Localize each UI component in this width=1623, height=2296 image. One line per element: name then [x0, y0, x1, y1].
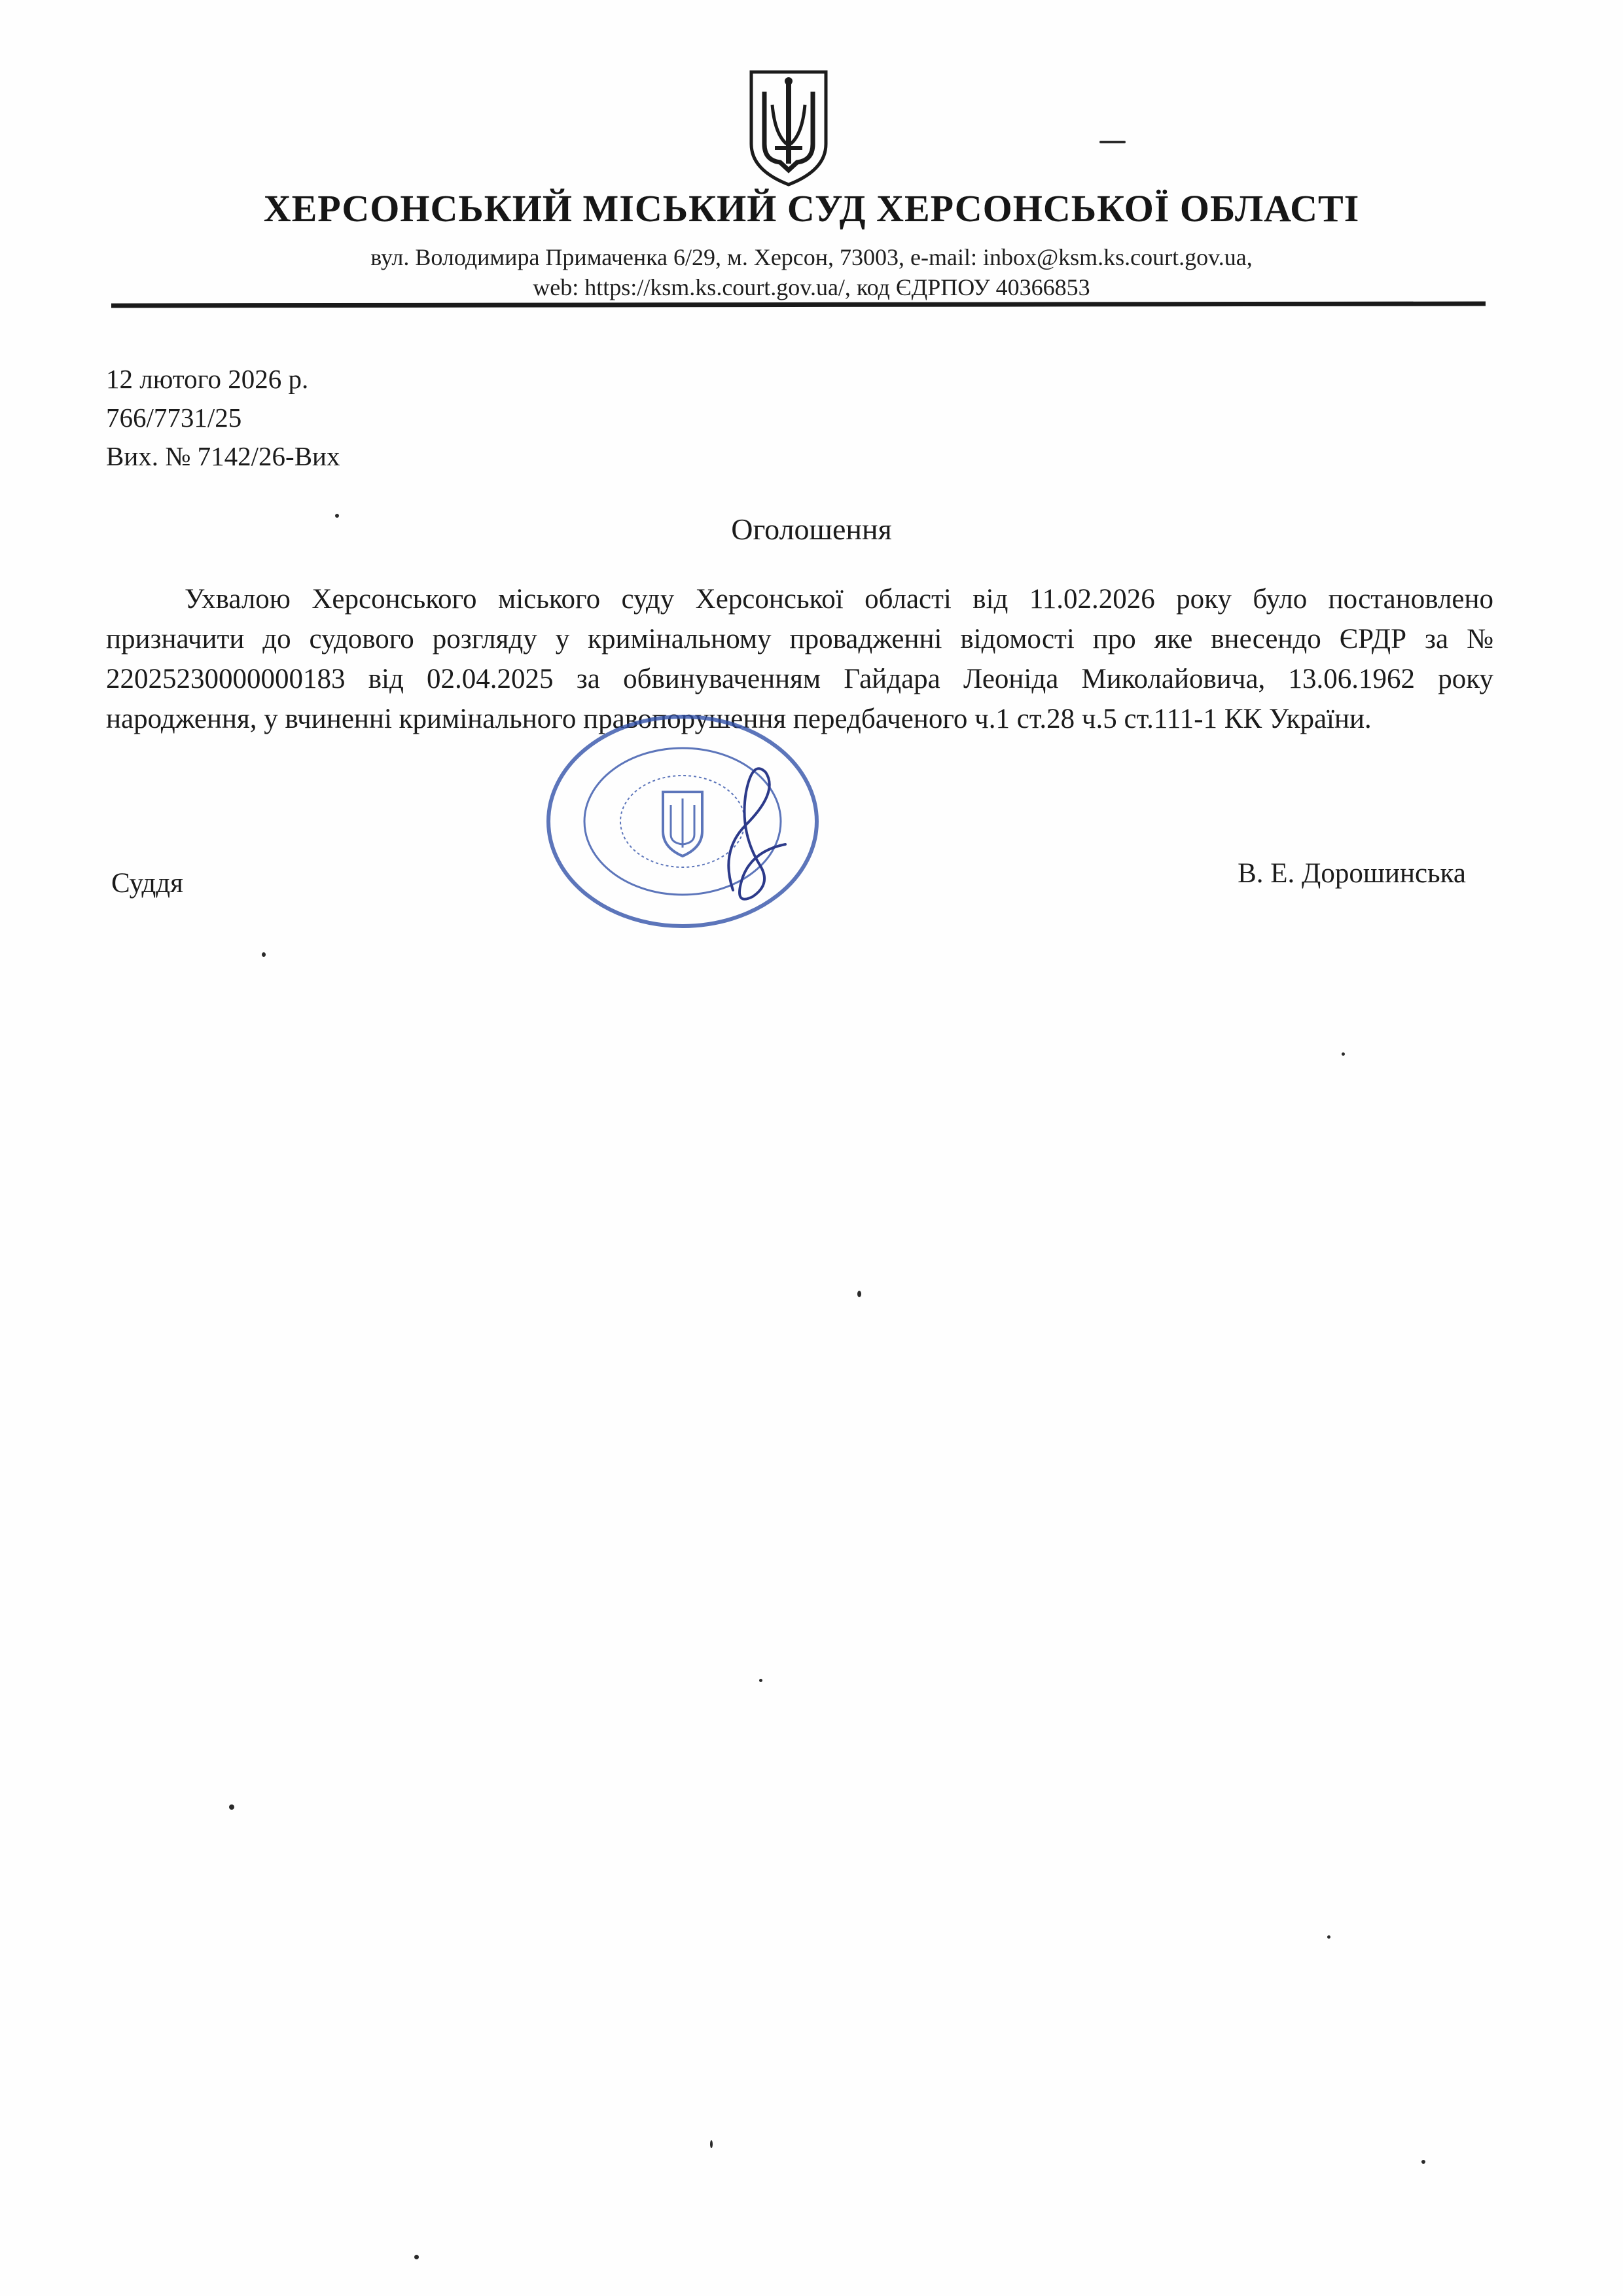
scan-speck: [229, 1804, 234, 1810]
case-number: 766/7731/25: [106, 403, 242, 433]
scan-speck: [1327, 1935, 1330, 1939]
coat-of-arms-icon: [746, 65, 831, 190]
scan-speck: [1421, 2160, 1425, 2164]
header-divider: [111, 302, 1486, 308]
signature-role: Суддя: [111, 868, 183, 899]
scan-speck: [1342, 1052, 1345, 1056]
scan-speck: [857, 1291, 861, 1297]
scan-speck: [759, 1679, 762, 1682]
announcement-body: Ухвалою Херсонського міського суду Херсонської області від 11.02.2026 року було постановлено призначити до судового розгляду у кримінальному провадженні відомості про яке внесендо ЄРДР за № 22025230000000183 від 02.04.2025 за обвинуваченням Гайдара Леоніда Миколайовича, 13.06.1962 року народження, у вчиненні кримінального правопорушення передбаченого ч.1 ст.28 ч.5 ст.111-1 КК України.: [106, 584, 1493, 734]
signatory-name: В. Е. Дорошинська: [1238, 858, 1466, 889]
outgoing-number: Вих. № 7142/26-Вих: [106, 441, 340, 471]
court-address-line: вул. Володимира Примаченка 6/29, м. Херсон, 73003, e-mail: inbox@ksm.ks.court.gov.ua,: [370, 244, 1253, 270]
scan-speck: [414, 2255, 419, 2259]
scan-speck: [335, 514, 339, 518]
scan-speck: [262, 952, 266, 957]
document-date: 12 лютого 2026 р.: [106, 364, 309, 394]
court-name: ХЕРСОНСЬКИЙ МІСЬКИЙ СУД ХЕРСОНСЬКОЇ ОБЛАСТІ: [263, 187, 1360, 230]
scan-speck: [1099, 141, 1126, 143]
scan-speck: [710, 2140, 713, 2148]
court-contacts-line: web: https://ksm.ks.court.gov.ua/, код ЄДРПОУ 40366853: [533, 274, 1090, 300]
document-title: Оголошення: [731, 512, 892, 546]
handwritten-signature-icon: [707, 753, 805, 910]
